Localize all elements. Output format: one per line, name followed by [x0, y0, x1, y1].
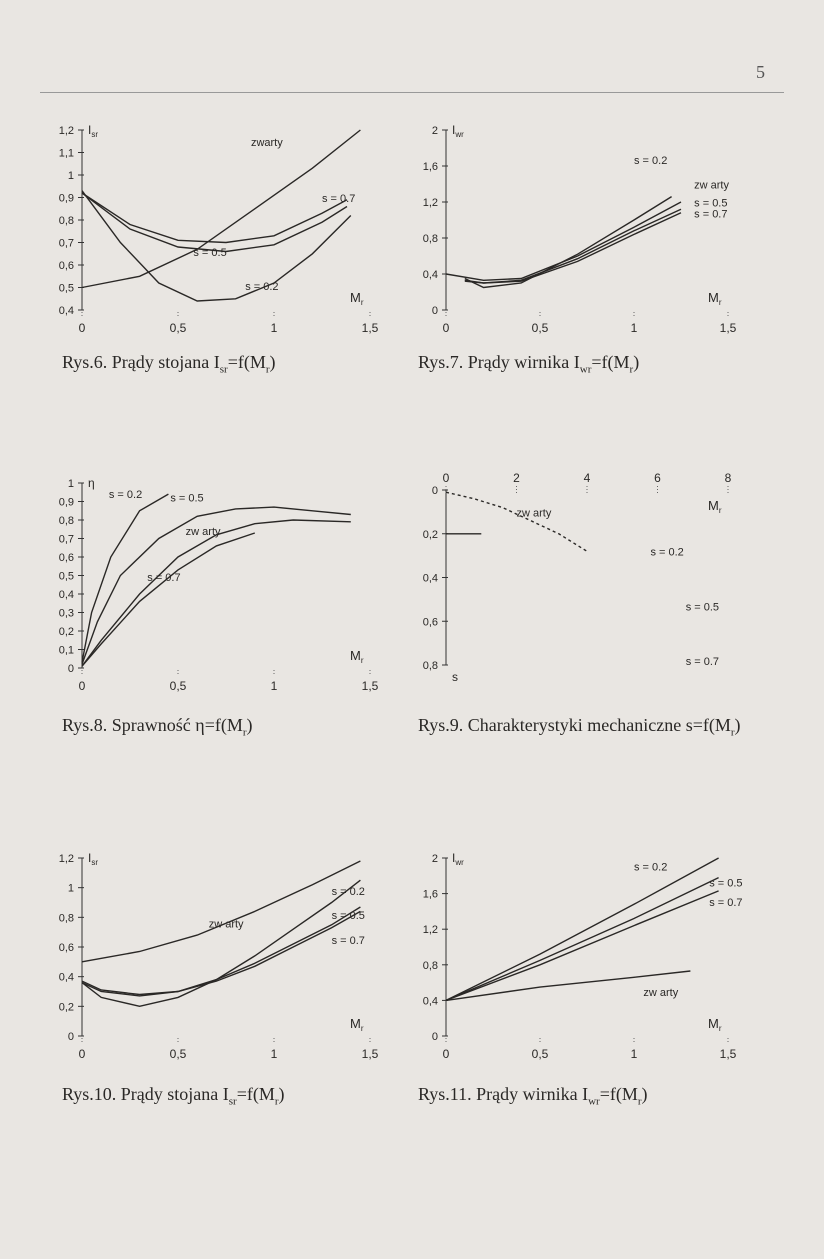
caption-rys10: Rys.10. Prądy stojana $I_{sr}=f(M_r)$	[62, 1084, 285, 1108]
series-label-s-0-5: s = 0.5	[694, 197, 728, 210]
x-axis-label-sub: r	[718, 298, 722, 307]
y-tick-label: 0,8	[58, 912, 74, 925]
figure-rys11	[410, 840, 770, 1070]
figure-rys9	[410, 470, 770, 700]
x-tick-label: 0	[78, 1047, 86, 1061]
x-axis-label: $M_r$	[708, 498, 722, 515]
series-line-zw-arty	[446, 492, 587, 551]
series-label-zwarty: zwarty	[250, 136, 283, 149]
series-line-zw-arty	[82, 520, 351, 666]
header-rule	[40, 92, 784, 93]
x-tick-label: 0	[442, 1047, 450, 1061]
series-label-zw-arty: zw arty	[694, 179, 730, 192]
x-axis-label: $M_r$	[708, 1016, 722, 1033]
y-tick-label: 1,1	[58, 147, 74, 160]
y-tick-label: 0,4	[58, 971, 74, 984]
series-line-s-0-5	[446, 878, 719, 1001]
x-axis-label-sub: r	[718, 1024, 722, 1033]
series-label-zw-arty: zw arty	[516, 507, 552, 520]
y-axis-label: $I_{wr}$	[452, 851, 464, 867]
y-tick-label: 0,6	[58, 552, 74, 564]
y-tick-label: 0	[67, 1031, 74, 1043]
series-line-s-0-7	[82, 193, 347, 243]
x-tick-label: 1	[630, 1047, 638, 1061]
y-axis-label: η	[88, 476, 95, 490]
y-tick-label: 0,4	[422, 995, 438, 1008]
series-label-s-0-2: s = 0.2	[650, 546, 684, 559]
y-tick-label: 0,4	[422, 269, 438, 281]
y-tick-label: 0,3	[58, 607, 74, 620]
y-tick-label: 0,2	[58, 1001, 74, 1014]
y-tick-label: 0,8	[422, 959, 438, 972]
x-tick-label: 1	[270, 679, 278, 693]
y-tick-label: 1,6	[422, 888, 438, 901]
chart-rys10	[40, 840, 400, 1070]
chart-rys7	[410, 112, 770, 342]
y-tick-label: 0,8	[422, 233, 438, 245]
series-line-s-0-5	[465, 209, 681, 283]
series-line-zwarty	[446, 202, 681, 280]
x-tick-label: 0	[78, 321, 86, 335]
x-axis-label-sub: r	[360, 656, 364, 665]
series-line-s-0-2	[446, 858, 719, 1000]
y-tick-label: 0,6	[58, 942, 74, 954]
series-label-s-0-2: s = 0.2	[108, 488, 143, 501]
x-tick-label: 0,5	[531, 1047, 549, 1061]
x-tick-label: 1,5	[361, 321, 379, 335]
series-label-s-0-7: s = 0.7	[331, 935, 365, 948]
y-tick-label: 0,1	[58, 644, 74, 657]
y-tick-label: 0	[67, 663, 74, 675]
x-tick-label: 1	[630, 321, 638, 335]
series-label-s-0-2: s = 0.2	[634, 155, 668, 168]
y-tick-label: 1,6	[422, 161, 438, 173]
x-tick-label: 8	[724, 471, 732, 485]
series-line-s-0-2	[465, 197, 672, 288]
series-label-s-0-7: s = 0.7	[694, 208, 728, 221]
x-axis-label: $M_r$	[350, 1016, 364, 1033]
chart-rys6	[40, 112, 400, 342]
x-tick-label: 2	[513, 471, 520, 485]
caption-rys9: Rys.9. Charakterystyki mechaniczne $s=f(M_r)$	[418, 715, 741, 739]
x-tick-label: 0,5	[169, 321, 187, 335]
x-axis-label: $M_r$	[708, 290, 722, 307]
y-tick-label: 1	[67, 170, 74, 182]
series-line-zwarty	[82, 130, 360, 288]
x-tick-label: 1,5	[719, 321, 737, 335]
y-tick-label: 1	[67, 478, 74, 490]
y-tick-label: 0,8	[422, 660, 438, 672]
y-tick-label: 0,7	[58, 237, 74, 250]
x-axis-label: $M_r$	[350, 290, 364, 307]
y-tick-label: 0,7	[58, 533, 74, 546]
y-tick-label: 0,4	[422, 572, 438, 585]
series-label-zw-arty: zw arty	[643, 986, 679, 999]
y-tick-label: 0,8	[58, 215, 74, 227]
y-tick-label: 0,5	[58, 282, 74, 295]
caption-rys8: Rys.8. Sprawność $\eta=f(M_r)$	[62, 715, 253, 739]
figure-rys7	[410, 112, 770, 342]
series-line-s-0-7	[465, 213, 681, 283]
series-label-s-0-2: s = 0.2	[331, 886, 365, 899]
y-tick-label: 0,5	[58, 570, 74, 583]
x-tick-label: 4	[583, 471, 591, 485]
x-tick-label: 1	[270, 321, 278, 335]
x-tick-label: 1,5	[719, 1047, 737, 1061]
y-tick-label: 1,2	[422, 924, 438, 937]
y-tick-label: 0	[431, 305, 438, 317]
series-label-s-0-7: s = 0.7	[322, 193, 356, 205]
series-line-s-0-2	[82, 191, 351, 301]
y-axis-label-sub: sr	[91, 130, 99, 139]
y-axis-label: $I_{sr}$	[88, 123, 99, 139]
chart-rys11	[410, 840, 770, 1070]
series-label-s-0-5: s = 0.5	[193, 247, 227, 259]
series-label-s-0-5: s = 0.5	[685, 601, 720, 614]
x-tick-label: 0,5	[169, 679, 187, 693]
y-tick-label: 0,4	[58, 305, 74, 317]
x-tick-label: 1,5	[361, 679, 379, 693]
series-line-s-0-7	[446, 891, 719, 1001]
chart-rys9	[410, 470, 770, 700]
series-label-s-0-2: s = 0.2	[245, 280, 279, 293]
x-tick-label: 0	[78, 679, 86, 693]
y-axis-label-sub: sr	[91, 858, 99, 867]
series-label-s-0-7: s = 0.7	[709, 897, 743, 910]
series-label-s-0-7: s = 0.7	[685, 656, 720, 668]
x-axis-label-sub: r	[718, 506, 722, 515]
y-tick-label: 1,2	[422, 197, 438, 209]
x-tick-label: 6	[654, 471, 661, 485]
series-line-s-0-5	[82, 193, 347, 252]
x-tick-label: 1	[270, 1047, 278, 1061]
x-tick-label: 1,5	[361, 1047, 379, 1061]
y-tick-label: 0	[431, 1031, 438, 1043]
figure-rys6	[40, 112, 400, 342]
figure-rys8	[40, 470, 400, 700]
caption-rys6: Rys.6. Prądy stojana $I_{sr}=f(M_r)$	[62, 352, 276, 376]
y-tick-label: 0,9	[58, 496, 74, 509]
y-tick-label: 1,2	[58, 853, 74, 865]
page-number: 5	[756, 62, 765, 82]
chart-rys8	[40, 470, 400, 700]
y-tick-label: 0,9	[58, 192, 74, 205]
y-tick-label: 2	[431, 853, 438, 865]
caption-rys7: Rys.7. Prądy wirnika $I_{wr}=f(M_r)$	[418, 352, 640, 376]
y-axis-label-sub: wr	[455, 130, 464, 139]
series-label-s-0-5: s = 0.5	[709, 877, 743, 890]
x-axis-label-sub: r	[360, 298, 364, 307]
x-tick-label: 0,5	[169, 1047, 187, 1061]
y-tick-label: 0,6	[422, 616, 438, 629]
x-tick-label: 0	[442, 471, 450, 485]
x-tick-label: 0	[442, 321, 450, 335]
x-axis-label: $M_r$	[350, 648, 364, 665]
y-tick-label: 0,2	[58, 626, 74, 638]
series-label-zw-arty: zw arty	[185, 525, 221, 538]
caption-rys11: Rys.11. Prądy wirnika $I_{wr}=f(M_r)$	[418, 1084, 648, 1108]
y-axis-label: s	[452, 670, 458, 684]
series-label-s-0-5: s = 0.5	[170, 492, 204, 505]
series-label-s-0-7: s = 0.7	[147, 572, 181, 585]
y-tick-label: 0,2	[422, 528, 438, 541]
y-axis-label-sub: wr	[455, 858, 464, 867]
series-label-s-0-2: s = 0.2	[634, 861, 668, 874]
y-axis-label: $I_{wr}$	[452, 123, 464, 139]
y-tick-label: 1,2	[58, 125, 74, 137]
x-axis-label-sub: r	[360, 1024, 364, 1033]
series-label-s-0-5: s = 0.5	[331, 909, 365, 922]
x-tick-label: 0,5	[531, 321, 549, 335]
y-tick-label: 0,6	[58, 260, 74, 272]
y-tick-label: 1	[67, 882, 74, 895]
series-label-zw-arty: zw arty	[208, 918, 244, 931]
y-tick-label: 2	[431, 125, 438, 137]
y-tick-label: 0,8	[58, 515, 74, 527]
figure-rys10	[40, 840, 400, 1070]
series-line-s-0-2	[82, 880, 360, 1006]
y-axis-label: $I_{sr}$	[88, 851, 99, 867]
y-tick-label: 0,4	[58, 589, 74, 601]
y-tick-label: 0	[431, 485, 438, 497]
